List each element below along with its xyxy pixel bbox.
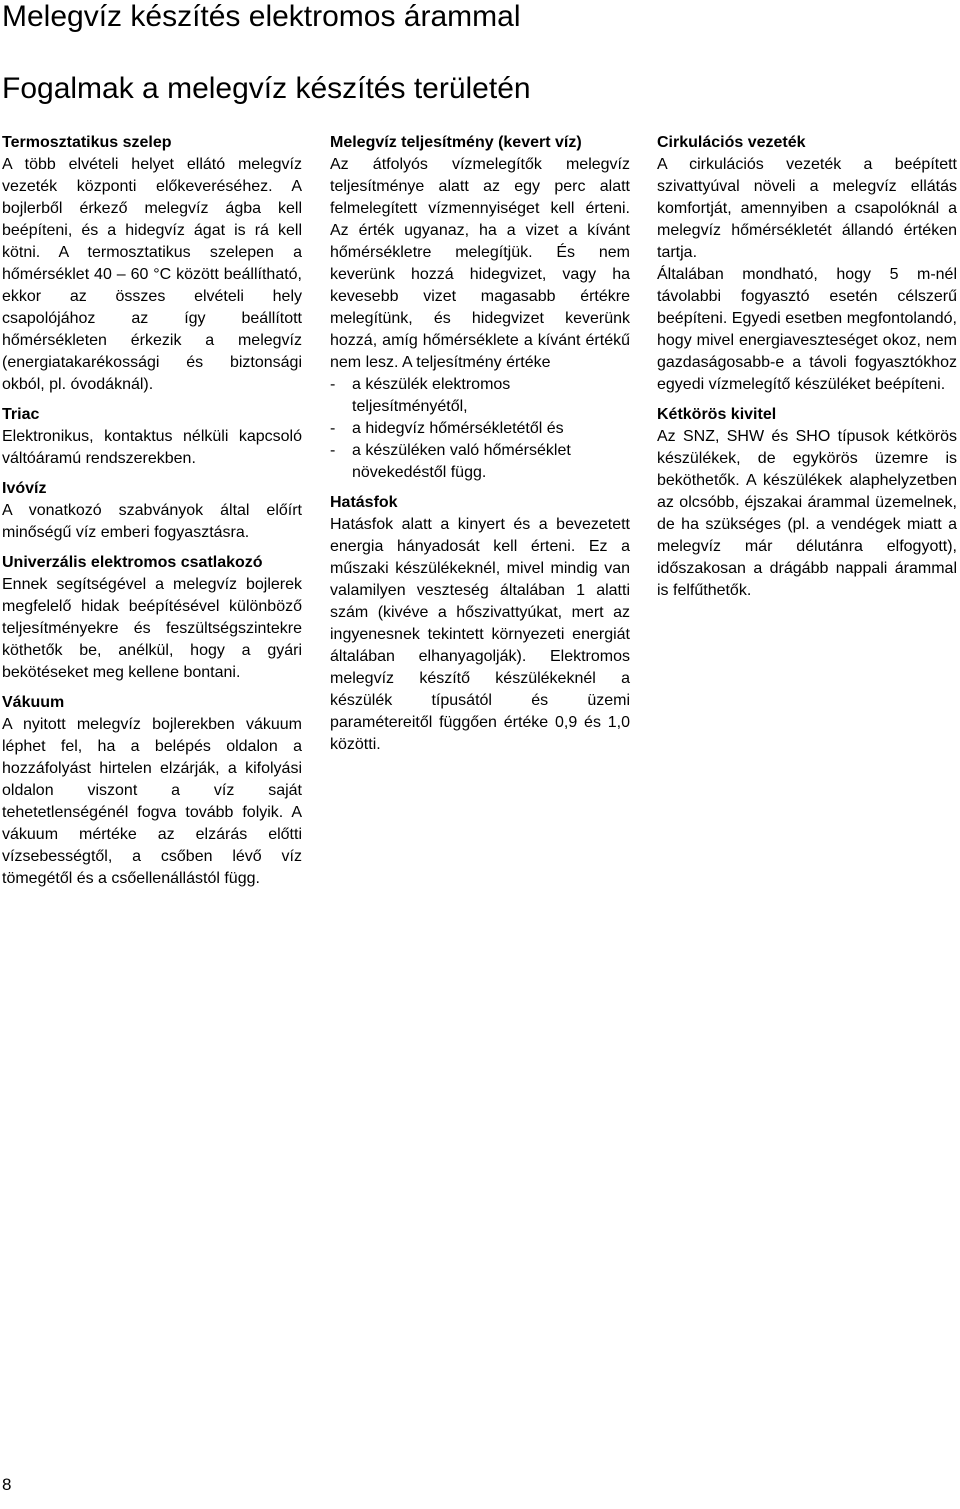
entry-heading: Cirkulációs vezeték <box>657 134 806 151</box>
column-middle <box>330 132 630 764</box>
page-title: Melegvíz készítés elektromos árammal <box>2 0 521 33</box>
column-left <box>2 132 302 898</box>
list-item-text: a készüléken való hőmérséklet növekedéstől függ. <box>352 442 571 481</box>
entry-heading: Kétkörös kivitel <box>657 406 777 423</box>
entry-dual-circuit <box>657 404 957 602</box>
entry-heading: Ivóvíz <box>2 480 47 497</box>
entry-heading: Melegvíz teljesítmény (kevert víz) <box>330 134 582 151</box>
list-item <box>330 374 630 418</box>
list-item <box>330 418 630 440</box>
entry-vacuum <box>2 692 302 890</box>
entry-drinking-water <box>2 478 302 544</box>
dash-bullet: - <box>330 376 336 393</box>
entry-text: Hatásfok alatt a kinyert és a bevezetett energia hányadosát kell érteni. Ez a műszaki készülékeknél, mivel mindig van valamilyen veszteség általában 1 alatti szám (kivéve a hőszivattyúkat, mert az ingyenesnek tekintett környezeti energiát általában elhanyagolják). Elektromos melegvíz készítő készülékeknél a készülék típusától és üzemi paramétereitől függően értéke 0,9 és 1,0 közötti. <box>330 516 630 753</box>
list-item-text: a hidegvíz hőmérsékletétől és <box>352 420 564 437</box>
dash-bullet: - <box>330 420 336 437</box>
list-item-text: a készülék elektromos teljesítményétől, <box>352 376 511 415</box>
entry-efficiency <box>330 492 630 756</box>
entry-heading: Triac <box>2 406 40 423</box>
entry-text: Az SNZ, SHW és SHO típusok kétkörös készülékek, de egykörös üzemre is beköthetők. A készülékek alaphelyzetben az olcsóbb, éjszakai árammal üzemelnek, de ha szükséges (pl. a vendégek miatt a melegvíz már délutánra elfogyott), időszakosan a drágább nappali árammal is felfűthetők. <box>657 428 957 599</box>
entry-text: A több elvételi helyet ellátó melegvíz vezeték központi előkeveréséhez. A bojlerből érkező melegvíz ágba kell beépíteni, és a hidegvíz ágat is rá kell kötni. A termosztatikus szelepen a hőmérséklet 40 – 60 °C között beállítható, ekkor az összes elvételi hely csapolójához az így beállított hőmérsékleten érkezik a melegvíz (energiatakarékossági és biztonsági okból, pl. óvodáknál). <box>2 156 302 393</box>
entry-text: A nyitott melegvíz bojlerekben vákuum léphet fel, ha a belépés oldalon a hozzáfolyást hirtelen elzárják, a kifolyási oldalon viszont a víz saját tehetetlenségénél fogva tovább folyik. A vákuum mértéke az elzárás előtti vízsebességtől, a csőben lévő víz tömegétől és a csőellenállástól függ. <box>2 716 302 887</box>
entry-heading: Univerzális elektromos csatlakozó <box>2 554 263 571</box>
entry-text: A cirkulációs vezeték a beépített szivattyúval növeli a melegvíz ellátás komfortját, amennyiben a csapolóknál a melegvíz hőmérsékletét állandó értéken tartja. <box>657 156 957 261</box>
entry-text: Az átfolyós vízmelegítők melegvíz teljesítménye alatt az egy perc alatt felmelegített vízmennyiséget kell érteni. Az érték ugyanaz, ha a vizet a kívánt hőmérsékletre melegítjük. És nem keverünk hozzá hidegvizet, vagy ha kevesebb vizet magasabb értékre melegítünk, és hidegvizet keverünk hozzá, amíg hőmérséklete a kívánt értékű nem lesz. A teljesítmény értéke <box>330 156 630 371</box>
entry-thermostatic-valve <box>2 132 302 396</box>
entry-hot-water-power <box>330 132 630 484</box>
column-right <box>657 132 957 610</box>
page-number: 8 <box>2 1475 12 1494</box>
entry-triac <box>2 404 302 470</box>
entry-heading: Hatásfok <box>330 494 398 511</box>
entry-text: Ennek segítségével a melegvíz bojlerek megfelelő hidak beépítésével különböző teljesítményekre és feszültségszintekre köthetők be, anélkül, hogy a gyári bekötéseket meg kellene bontani. <box>2 576 302 681</box>
dash-bullet: - <box>330 442 336 459</box>
dependency-list <box>330 374 630 484</box>
entry-heading: Termosztatikus szelep <box>2 134 172 151</box>
list-item <box>330 440 630 484</box>
entry-universal-connector <box>2 552 302 684</box>
entry-circulation-pipe <box>657 132 957 396</box>
entry-text: Általában mondható, hogy 5 m-nél távolabbi fogyasztó esetén célszerű beépíteni. Egyedi esetben megfontolandó, hogy mivel energiaveszteséget okoz, nem gazdaságosabb-e a távoli fogyasztókhoz egyedi vízmelegítő készüléket beépíteni. <box>657 266 957 393</box>
entry-text: Elektronikus, kontaktus nélküli kapcsoló váltóáramú rendszerekben. <box>2 428 302 467</box>
section-title: Fogalmak a melegvíz készítés területén <box>2 72 531 105</box>
entry-heading: Vákuum <box>2 694 65 711</box>
entry-text: A vonatkozó szabványok által előírt minőségű víz emberi fogyasztásra. <box>2 502 302 541</box>
